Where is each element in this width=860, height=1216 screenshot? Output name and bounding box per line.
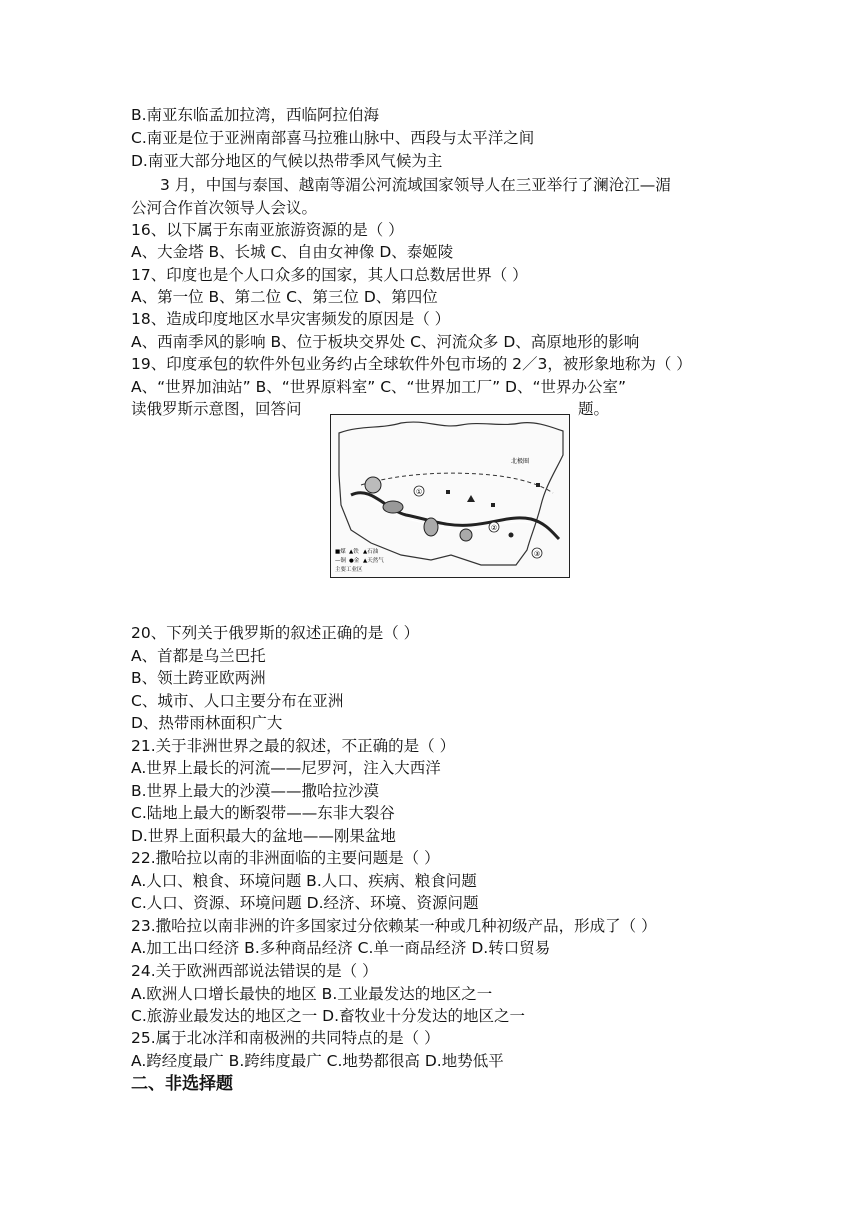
map-intro-suffix: 题。 xyxy=(578,400,610,418)
coastline xyxy=(339,422,563,565)
passage-text: 公河合作首次领导人会议。 xyxy=(131,199,318,217)
options-23: A.加工出口经济 B.多种商品经济 C.单一商品经济 D.转口贸易 xyxy=(131,939,551,957)
industrial-region xyxy=(424,518,438,536)
options-25: A.跨经度最广 B.跨纬度最广 C.地势都很高 D.地势低平 xyxy=(131,1052,504,1070)
question-22: 22.撒哈拉以南的非洲面临的主要问题是（ ） xyxy=(131,849,440,867)
map-intro-text: 读俄罗斯示意图，回答问 xyxy=(131,400,302,418)
question-18: 18、造成印度地区水旱灾害频发的原因是（ ） xyxy=(131,310,451,328)
arctic-circle-line xyxy=(361,473,553,493)
industrial-region xyxy=(460,529,472,541)
option-21b: B.世界上最大的沙漠——撒哈拉沙漠 xyxy=(131,782,380,800)
options-16: A、大金塔 B、长城 C、自由女神像 D、泰姬陵 xyxy=(131,243,454,261)
question-24: 24.关于欧洲西部说法错误的是（ ） xyxy=(131,962,378,980)
options-22-ab: A.人口、粮食、环境问题 B.人口、疾病、粮食问题 xyxy=(131,872,477,890)
coal-symbol xyxy=(446,490,450,494)
question-23: 23.撒哈拉以南非洲的许多国家过分依赖某一种或几种初级产品，形成了（ ） xyxy=(131,917,657,935)
option-20d: D、热带雨林面积广大 xyxy=(131,714,283,732)
option-21a: A.世界上最长的河流——尼罗河，注入大西洋 xyxy=(131,759,441,777)
question-17: 17、印度也是个人口众多的国家，其人口总数居世界（ ） xyxy=(131,266,528,284)
passage-text: 3 月，中国与泰国、越南等湄公河流域国家领导人在三亚举行了澜沧江—湄 xyxy=(160,176,671,194)
option-20b: B、领土跨亚欧两洲 xyxy=(131,669,266,687)
question-19: 19、印度承包的软件外包业务约占全球软件外包市场的 2／3，被形象地称为（ ） xyxy=(131,355,692,373)
legend-copper: —铜 xyxy=(335,558,347,564)
gold-symbol xyxy=(509,533,514,538)
industrial-region xyxy=(383,501,403,513)
question-16: 16、以下属于东南亚旅游资源的是（ ） xyxy=(131,221,404,239)
map-legend xyxy=(335,547,384,573)
industrial-region xyxy=(365,477,381,493)
question-20: 20、下列关于俄罗斯的叙述正确的是（ ） xyxy=(131,624,420,642)
options-24-ab: A.欧洲人口增长最快的地区 B.工业最发达的地区之一 xyxy=(131,985,493,1003)
option-text: D.南亚大部分地区的气候以热带季风气候为主 xyxy=(131,152,443,170)
option-text: B.南亚东临孟加拉湾，西临阿拉伯海 xyxy=(131,106,380,124)
options-17: A、第一位 B、第二位 C、第三位 D、第四位 xyxy=(131,288,438,306)
option-21c: C.陆地上最大的断裂带——东非大裂谷 xyxy=(131,804,395,822)
options-19: A、“世界加油站” B、“世界原料室” C、“世界加工厂” D、“世界办公室” xyxy=(131,378,627,396)
options-22-cd: C.人口、资源、环境问题 D.经济、环境、资源问题 xyxy=(131,894,479,912)
coal-symbol xyxy=(491,503,495,507)
option-text: C.南亚是位于亚洲南部喜马拉雅山脉中、西段与太平洋之间 xyxy=(131,129,535,147)
options-24-cd: C.旅游业最发达的地区之一 D.畜牧业十分发达的地区之一 xyxy=(131,1007,526,1025)
section-heading: 二、非选择题 xyxy=(131,1074,233,1094)
question-21: 21.关于非洲世界之最的叙述，不正确的是（ ） xyxy=(131,737,456,755)
question-25: 25.属于北冰洋和南极洲的共同特点的是（ ） xyxy=(131,1029,440,1047)
legend-gold: ●金 xyxy=(349,558,360,564)
option-20c: C、城市、人口主要分布在亚洲 xyxy=(131,692,344,710)
russia-map-graphic xyxy=(331,415,569,577)
oil-symbol xyxy=(467,495,475,502)
legend-iron: ▲铁 xyxy=(349,549,359,555)
options-18: A、西南季风的影响 B、位于板块交界处 C、河流众多 D、高原地形的影响 xyxy=(131,333,640,351)
legend-industrial: 主要工业区 xyxy=(335,567,363,573)
legend-oil: ▲石油 xyxy=(363,549,379,555)
legend-coal: ■煤 xyxy=(335,549,346,555)
option-21d: D.世界上面积最大的盆地——刚果盆地 xyxy=(131,827,396,845)
map-label-1: ① xyxy=(415,488,423,496)
russia-map xyxy=(330,414,570,578)
arctic-circle-label: 北极圈 xyxy=(511,458,530,465)
railway-line xyxy=(351,493,559,539)
legend-gas: ▲天然气 xyxy=(363,558,384,564)
map-label-3: ③ xyxy=(533,550,541,558)
map-label-2: ② xyxy=(490,524,498,532)
coal-symbol xyxy=(536,483,540,487)
option-20a: A、首都是乌兰巴托 xyxy=(131,647,266,665)
